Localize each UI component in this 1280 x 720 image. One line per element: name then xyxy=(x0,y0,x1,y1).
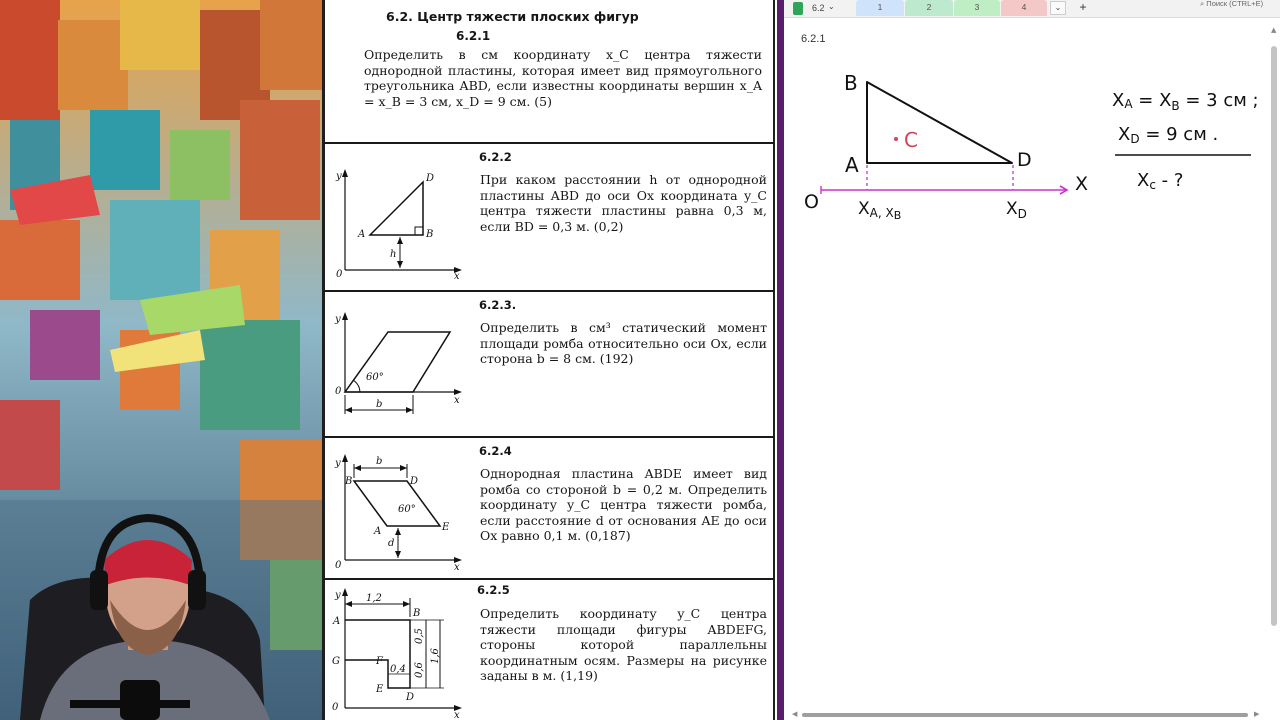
ink-sub: A, X xyxy=(869,206,894,220)
ink-label-c: C xyxy=(904,128,918,152)
dim-04-label: 0,4 xyxy=(390,664,406,675)
origin-label: 0 xyxy=(332,702,339,713)
ink-label-xab xyxy=(858,199,901,222)
ink-sub: D xyxy=(1130,132,1140,146)
axis-y-label: y xyxy=(335,314,341,325)
figure-rhombus-abde xyxy=(330,448,470,573)
plus-icon: + xyxy=(1079,0,1087,14)
point-b-label: B xyxy=(426,229,434,240)
ink-x: X xyxy=(1118,124,1131,145)
dim-16-label: 1,6 xyxy=(430,648,441,664)
problem-number: 6.2.1 xyxy=(456,29,491,43)
axis-x-label: x xyxy=(454,271,460,280)
divider-line xyxy=(324,436,774,438)
point-a-label: A xyxy=(374,526,382,537)
page-label: 6.2.1 xyxy=(801,33,826,45)
divider-line xyxy=(324,142,774,144)
tab-label: 1 xyxy=(877,2,883,12)
ink-eq: - ? xyxy=(1155,170,1184,191)
tab-label: 4 xyxy=(1021,2,1027,12)
problem-text: Определить в см³ статический момент площади ромба относительно оси Ox, если сторона b = 8 см. (192) xyxy=(480,320,767,366)
ink-label-a: A xyxy=(845,153,859,177)
horizontal-scrollbar[interactable] xyxy=(792,711,1262,719)
axis-x-label: x xyxy=(454,710,460,720)
distance-h-label: h xyxy=(390,249,397,260)
page-border-right xyxy=(773,0,775,720)
window-divider[interactable] xyxy=(777,0,784,720)
dim-05-label: 0,5 xyxy=(414,628,425,644)
ink-eq: = 9 см . xyxy=(1139,124,1219,145)
figure-triangle-abd xyxy=(330,165,470,280)
point-d-label: D xyxy=(406,692,415,703)
scroll-up-icon[interactable]: ▲ xyxy=(1271,26,1277,34)
ink-eq: = 3 см ; xyxy=(1179,90,1259,111)
notebook-name[interactable]: 6.2 xyxy=(812,3,825,13)
problem-number: 6.2.2 xyxy=(479,150,512,164)
axis-x-label: x xyxy=(454,395,460,406)
ink-sub: c xyxy=(1149,178,1156,192)
chevron-down-icon: ⌄ xyxy=(1054,3,1062,12)
point-a-label: A xyxy=(333,616,341,627)
textbook-page xyxy=(322,0,777,720)
ink-label-o: O xyxy=(804,191,819,213)
problem-text: Определить в см координату x_C центра тяжести однородной пластины, которая имеет вид прямоугольного треугольника ABD, если известны координаты вершин x_A = x_B = 3 см, x_D = 9 см. (5) xyxy=(364,47,762,109)
video-panel xyxy=(0,0,322,720)
distance-d-label: d xyxy=(388,538,395,549)
point-d-label: D xyxy=(426,173,435,184)
chevron-down-icon[interactable]: ⌄ xyxy=(828,2,835,11)
tab-label: 3 xyxy=(974,2,980,12)
search-icon: ⌕ xyxy=(1200,0,1205,8)
page-border-left xyxy=(322,0,325,720)
side-b-label: b xyxy=(376,456,383,467)
problem-text: Однородная пластина ABDE имеет вид ромба со стороной b = 0,2 м. Определить координату y_C центра тяжести ромба, если расстояние d от основания AE до оси Ox равно 0,1 м. (0,187) xyxy=(480,466,767,543)
vertical-scroll-thumb[interactable] xyxy=(1271,46,1277,626)
ink-find xyxy=(1137,170,1183,192)
section-title: 6.2. Центр тяжести плоских фигур xyxy=(386,9,639,24)
notes-app xyxy=(784,0,1280,720)
point-e-label: E xyxy=(442,522,450,533)
ink-sub: D xyxy=(1017,207,1027,221)
angle-label: 60° xyxy=(366,372,384,383)
ink-label-b: B xyxy=(844,71,858,95)
problem-number: 6.2.5 xyxy=(477,583,510,597)
problem-text: При каком расстоянии h от однородной пластины ABD до оси Ox координата y_C центра тяжести пластины равна 0,3 м, если BD = 0,3 м. (0,2) xyxy=(480,172,767,234)
origin-label: 0 xyxy=(335,386,342,397)
tab-label: 2 xyxy=(926,2,932,12)
dim-06-label: 0,6 xyxy=(414,662,425,678)
ink-centroid-dot xyxy=(894,137,898,141)
axis-y-label: y xyxy=(336,171,342,182)
point-e-label: E xyxy=(376,684,384,695)
figure-rhombus xyxy=(330,310,470,422)
ink-given-2 xyxy=(1118,124,1218,146)
dim-top-label: 1,2 xyxy=(366,593,382,604)
origin-label: 0 xyxy=(335,560,342,571)
ink-canvas[interactable] xyxy=(784,0,1280,720)
point-b-label: B xyxy=(413,608,421,619)
divider-line xyxy=(324,290,774,292)
origin-label: 0 xyxy=(336,269,343,280)
ink-sub: B xyxy=(893,209,902,222)
ink-given-1 xyxy=(1112,90,1259,113)
ink-eq: = X xyxy=(1132,90,1172,111)
scroll-left-icon[interactable]: ◀ xyxy=(792,710,798,718)
side-b-label: b xyxy=(376,399,383,410)
scroll-right-icon[interactable]: ▶ xyxy=(1254,710,1260,718)
ink-x: X xyxy=(1112,90,1125,111)
point-b-label: B xyxy=(345,476,353,487)
search-placeholder: Поиск (CTRL+E) xyxy=(1206,0,1264,8)
vertical-scrollbar[interactable] xyxy=(1270,22,1279,710)
ink-label-x: X xyxy=(1075,173,1089,195)
divider-line xyxy=(324,578,774,580)
horizontal-scroll-thumb[interactable] xyxy=(802,713,1248,717)
axis-x-label: x xyxy=(454,562,460,573)
background-artwork xyxy=(0,0,322,720)
ink-label-xd xyxy=(1006,199,1027,221)
ink-sub: B xyxy=(1171,99,1180,113)
ink-x: X xyxy=(1137,170,1150,191)
point-a-label: A xyxy=(358,229,366,240)
angle-label: 60° xyxy=(398,504,416,515)
ink-x: X xyxy=(1006,199,1018,219)
axis-y-label: y xyxy=(335,458,341,469)
ink-sub: A xyxy=(1124,97,1133,111)
point-f-label: F xyxy=(376,656,383,667)
problem-number: 6.2.3. xyxy=(479,298,517,312)
point-g-label: G xyxy=(332,656,340,667)
point-d-label: D xyxy=(410,476,419,487)
problem-number: 6.2.4 xyxy=(479,444,512,458)
ink-triangle xyxy=(867,82,1012,163)
axis-y-label: y xyxy=(335,590,341,601)
ink-x: X xyxy=(858,199,870,219)
ink-label-d: D xyxy=(1017,149,1032,171)
figure-abdefg xyxy=(330,584,470,720)
problem-text: Определить координату y_C центра тяжести площади фигуры ABDEFG, стороны которой параллельны координатным осям. Размеры на рисунке заданы в м. (1,19) xyxy=(480,606,767,683)
